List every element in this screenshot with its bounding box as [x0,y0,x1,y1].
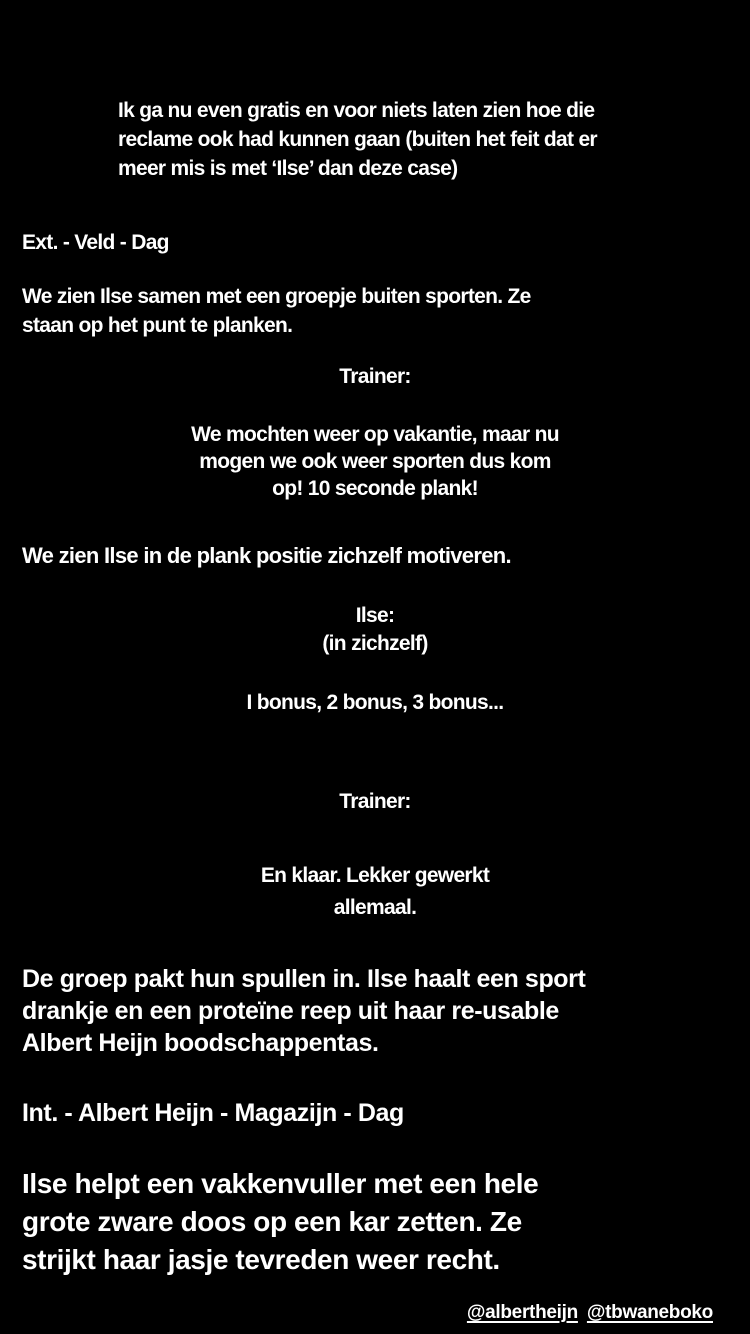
intro-note-line: meer mis is met ‘Ilse’ dan deze case) [118,157,458,180]
dialogue-line: En klaar. Lekker gewerkt [260,864,490,887]
character-cue-trainer-2 [0,787,750,816]
mention-tags [467,1301,713,1325]
action-line: staan op het punt te planken. [22,314,293,337]
dialogue-line: I bonus, 2 bonus, 3 bonus... [246,691,504,714]
action-line: De groep pakt hun spullen in. Ilse haalt een sport [22,965,586,993]
intro-note-block [118,96,597,183]
action-line: We zien Ilse in de plank positie zichzelf motiveren. [22,543,511,568]
action-line: Albert Heijn boodschappentas. [22,1029,379,1057]
scene-heading-line: Int. - Albert Heijn - Magazijn - Dag [22,1099,404,1127]
dialogue-line: op! 10 seconde plank! [272,477,478,500]
mention-albertheijn[interactable]: @albertheijn [466,1302,578,1323]
character-cue-trainer-1 [0,362,750,391]
action-block-boodschappentas [22,963,585,1059]
character-cue-line: Ilse: [355,604,395,627]
action-block-motiveren [22,541,511,570]
dialogue-line: allemaal. [333,896,417,919]
character-cue-line: Trainer: [339,365,411,388]
action-block-vakkenvuller [22,1165,538,1279]
parenthetical-line: (in zichzelf) [322,632,428,655]
action-line: drankje en een proteïne reep uit haar re-usable [22,997,559,1025]
action-line: Ilse helpt een vakkenvuller met een hele [22,1168,539,1199]
character-cue-ilse [0,602,750,658]
dialogue-line: mogen we ook weer sporten dus kom [199,450,551,473]
intro-note-line: reclame ook had kunnen gaan (buiten het feit dat er [118,128,597,151]
scene-heading-int-albert-heijn [22,1097,404,1129]
dialogue-trainer-1 [0,421,750,502]
action-line: grote zware doos op een kar zetten. Ze [22,1206,522,1237]
intro-note-line: Ik ga nu even gratis en voor niets laten zien hoe die [118,99,595,122]
dialogue-ilse [0,688,750,717]
action-line: We zien Ilse samen met een groepje buiten sporten. Ze [22,285,531,308]
action-block-planken [22,282,531,340]
action-line: strijkt haar jasje tevreden weer recht. [22,1244,500,1275]
mention-tbwaneboko[interactable]: @tbwaneboko [586,1302,713,1323]
scene-heading-ext-veld [22,228,169,257]
dialogue-line: We mochten weer op vakantie, maar nu [191,423,559,446]
character-cue-line: Trainer: [339,790,411,813]
dialogue-trainer-2 [0,860,750,924]
scene-heading-line: Ext. - Veld - Dag [22,231,169,254]
